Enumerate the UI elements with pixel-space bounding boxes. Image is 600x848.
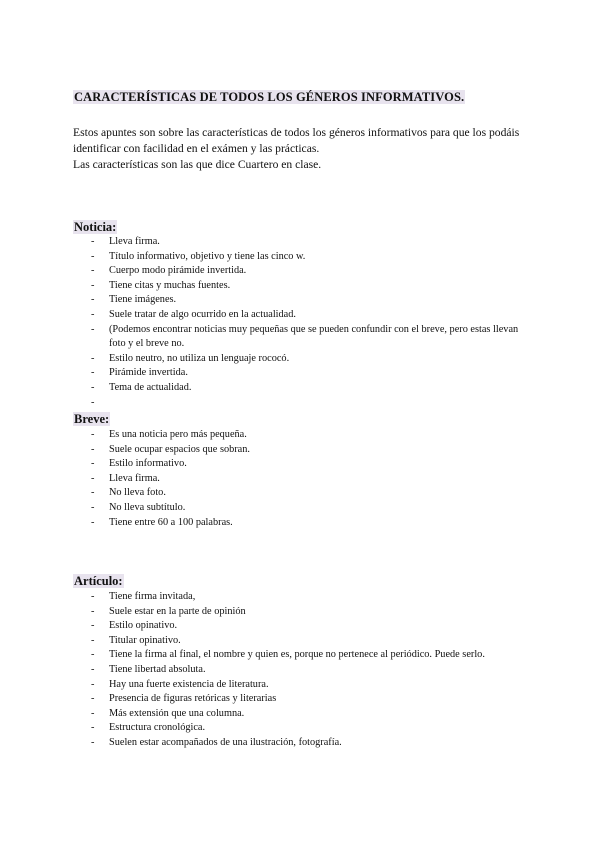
dash-marker: - [91,294,95,306]
list-item [0,707,520,722]
dash-marker: - [91,279,95,291]
list-item [0,293,520,308]
dash-marker: - [91,693,95,705]
list-item [0,590,520,605]
list-item [0,678,520,693]
list-item [0,366,520,381]
list-item-text: Suele estar en la parte de opinión [109,605,246,617]
list-item [0,428,520,443]
dash-marker: - [91,396,95,408]
dash-marker: - [91,663,95,675]
list-item [0,486,520,501]
section-heading-text: Noticia: [74,220,117,234]
list-item-text: Tiene citas y muchas fuentes. [109,279,231,291]
dash-marker: - [91,605,95,617]
list-item [0,619,520,634]
list-item-text: No lleva foto. [109,487,166,499]
list-noticia [0,235,520,410]
dash-marker: - [91,649,95,661]
list-item [0,250,520,265]
list-item [0,472,520,487]
list-item-text: Lleva firma. [109,236,160,247]
list-item-text: (Podemos encontrar noticias muy pequeñas que se pueden confundir con el breve, pero estas llevan foto y el breve no. [109,323,519,350]
list-item-text: Titular opinativo. [109,634,181,646]
dash-marker: - [91,501,95,513]
list-item [0,457,520,472]
dash-marker: - [91,472,95,484]
list-item [0,516,520,531]
dash-marker: - [91,516,95,528]
dash-marker: - [91,352,95,364]
intro-paragraph [73,125,543,173]
list-item-text: Tiene firma invitada, [109,591,196,602]
list-item-text: Estilo informativo. [109,458,187,470]
dash-marker: - [91,265,95,277]
page-title [73,90,465,105]
list-item-text: Lleva firma. [109,472,160,484]
list-item-text: Presencia de figuras retóricas y literarias [109,693,277,705]
list-item [0,648,520,663]
list-item-text: Es una noticia pero más pequeña. [109,429,247,440]
dash-marker: - [91,707,95,719]
list-item-text: Suele ocupar espacios que sobran. [109,443,250,455]
dash-marker: - [91,443,95,455]
list-item-text: Tiene entre 60 a 100 palabras. [109,516,233,528]
list-item [0,634,520,649]
list-item [0,279,520,294]
list-item [0,381,520,396]
list-item [0,605,520,620]
list-item [0,692,520,707]
dash-marker: - [91,381,95,393]
section-heading-articulo [73,573,124,589]
dash-marker: - [91,236,95,247]
list-item [0,264,520,279]
list-item [0,323,520,352]
dash-marker: - [91,323,95,335]
list-item [0,501,520,516]
list-item-text: Suelen estar acompañados de una ilustración, fotografía. [109,736,342,748]
list-item-empty [0,396,520,411]
dash-marker: - [91,722,95,734]
intro-line: Las características son las que dice Cuartero en clase. [73,158,322,171]
list-item-text: Estructura cronológica. [109,722,206,734]
section-heading-text: Artículo: [74,574,123,588]
list-item-text: Cuerpo modo pirámide invertida. [109,265,247,277]
list-item-text: Tiene imágenes. [109,294,177,306]
list-item-text: Hay una fuerte existencia de literatura. [109,678,269,690]
dash-marker: - [91,487,95,499]
list-item-text: Título informativo, objetivo y tiene las cinco w. [109,250,306,262]
list-item [0,721,520,736]
dash-marker: - [91,308,95,320]
list-item [0,235,520,250]
list-breve [0,428,520,530]
intro-line: Estos apuntes son sobre las características de todos los géneros informativos para que los podáis identificar con facilidad en el exámen y las prácticas. [73,126,520,155]
list-item [0,308,520,323]
dash-marker: - [91,736,95,748]
list-item [0,443,520,458]
list-item [0,663,520,678]
dash-marker: - [91,634,95,646]
section-heading-breve [73,411,110,427]
list-item-text: Tiene la firma al final, el nombre y quien es, porque no pertenece al periódico. Puede serlo. [109,649,485,661]
list-articulo [0,590,520,751]
list-item-text: Pirámide invertida. [109,367,188,379]
dash-marker: - [91,678,95,690]
list-item [0,736,520,751]
dash-marker: - [91,591,95,602]
section-heading-noticia [73,219,117,235]
list-item-text: Suele tratar de algo ocurrido en la actualidad. [109,308,296,320]
list-item-text: Estilo neutro, no utiliza un lenguaje rococó. [109,352,290,364]
dash-marker: - [91,250,95,262]
list-item [0,352,520,367]
dash-marker: - [91,429,95,440]
list-item-text: Tiene libertad absoluta. [109,663,206,675]
dash-marker: - [91,367,95,379]
list-item-text: Estilo opinativo. [109,620,178,632]
list-item-text: Tema de actualidad. [109,381,192,393]
dash-marker: - [91,458,95,470]
dash-marker: - [91,620,95,632]
list-item-text: Más extensión que una columna. [109,707,245,719]
section-heading-text: Breve: [74,412,110,426]
page-title-text: CARACTERÍSTICAS DE TODOS LOS GÉNEROS INFORMATIVOS. [74,90,465,104]
list-item-text: No lleva subtítulo. [109,501,186,513]
